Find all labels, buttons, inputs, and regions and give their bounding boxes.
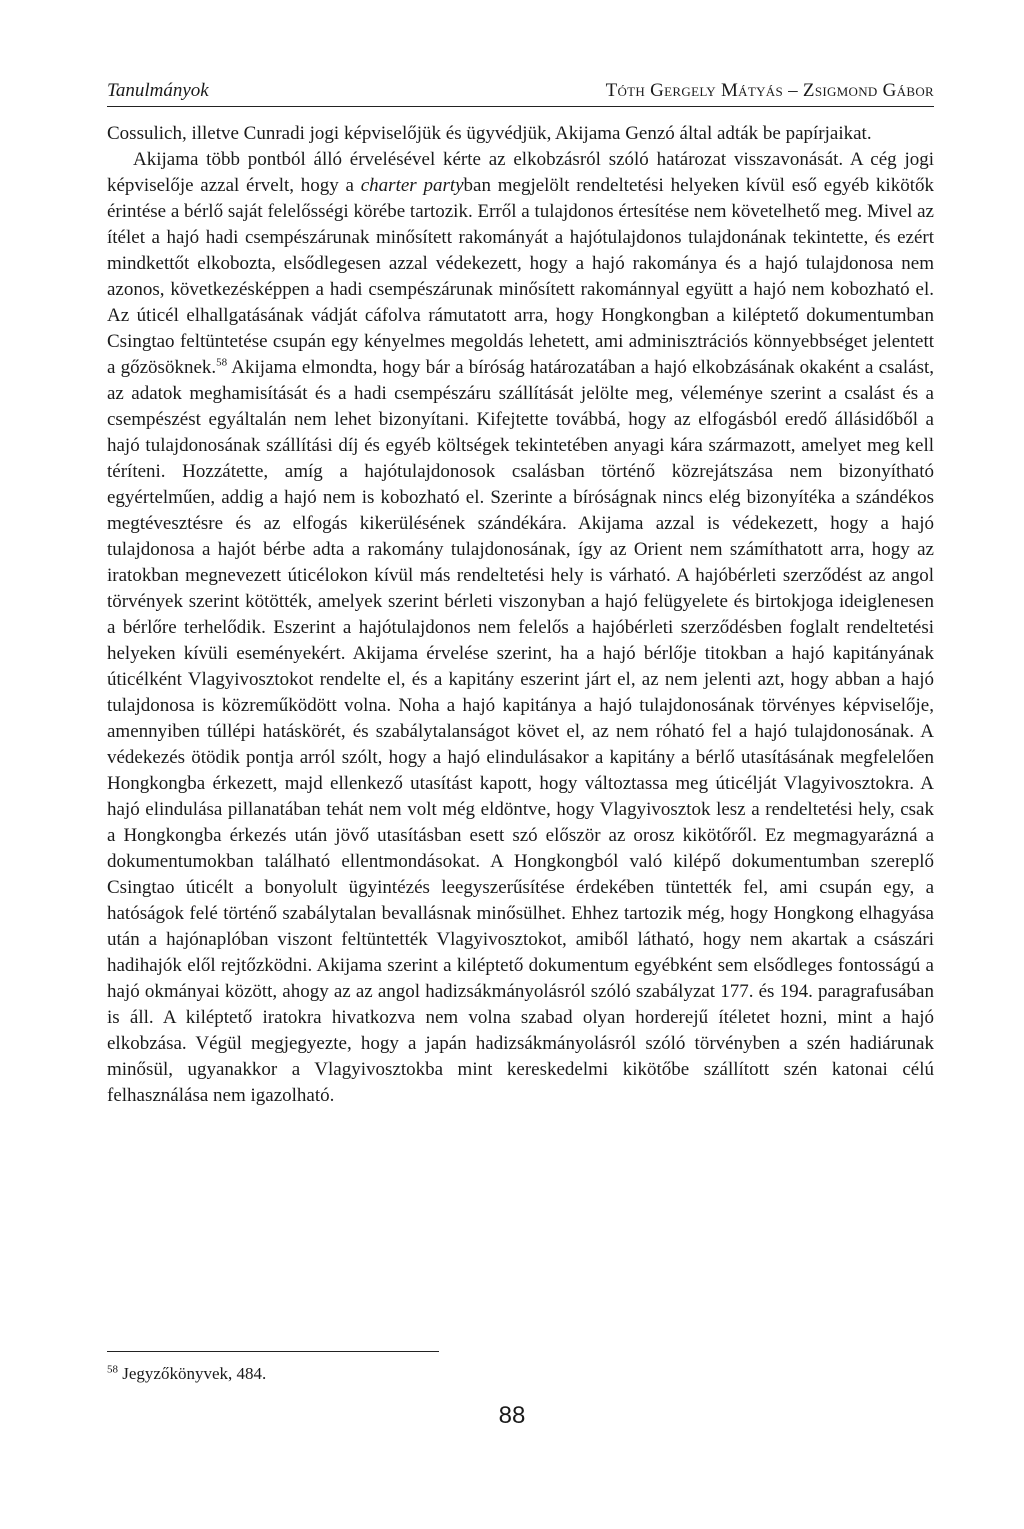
header-rule	[107, 106, 934, 107]
paragraph	[107, 121, 934, 147]
paragraph	[107, 147, 934, 1109]
footnote-text: Jegyzőkönyvek, 484.	[122, 1364, 267, 1383]
page-number: 88	[498, 1402, 526, 1429]
section-title: Tanulmányok	[107, 80, 209, 101]
text-segment: Akijama több pontból álló érvelésével kérte az elkobzásról szóló határozat visszavonását. A cég jogi képviselője azzal érvelt, hogy a	[107, 149, 934, 196]
footnote-rule	[107, 1351, 439, 1352]
running-header	[107, 80, 934, 102]
text-segment: ban megjelölt rendeltetési helyeken kívül eső egyéb kikötők érintése a bérlő saját felelősségi körébe tartozik. Erről a tulajdonos értesítése nem követelhető meg. Mivel az ítélet a hajó hadi csempészárunak minősített rakományát a hajótulajdonos tulajdonának tekintette, és ezért mindkettőt elkobozta, elsődlegesen azzal védekezett, hogy a hajó rakománya és a hajó tulajdonosa nem azonos, következésképpen a hadi csempészárunak minősített rakománnyal együtt a hajó nem kobozható el. Az úticél elhallgatásának vádját cáfolva rámutatott arra, hogy Hongkongban a kiléptető dokumentumban Csingtao feltüntetése csupán egy kényelmes megoldás lehetett, ami adminisztrációs könnyebbséget jelentett a gőzösöknek.	[107, 175, 934, 378]
text-segment: charter party	[360, 175, 464, 196]
body-text	[107, 121, 934, 1109]
footnote-reference: 58	[216, 356, 228, 369]
footnote-number: 58	[107, 1363, 118, 1376]
authors-header: Tóth Gergely Mátyás – Zsigmond Gábor	[605, 80, 934, 101]
text-segment: Akijama elmondta, hogy bár a bíróság határozatában a hajó elkobzásának okaként a csalást, az adatok meghamisítását és a hadi csempészáru szállítását jelölte meg, véleménye szerint a csalást és a csempészést egyáltalán nem lehet bizonyítani. Kifejtette továbbá, hogy az elfogásból eredő állásidőből a hajó tulajdonosának szállítási díj és egyéb költségek tekintetében anyagi kára származott, amelyet meg kell téríteni. Hozzátette, amíg a hajótulajdonosok csalásban történő közrejátszása nem bizonyítható egyértelműen, addig a hajó nem is kobozható el. Szerinte a bíróságnak nincs elég bizonyítéka a szándékos megtévesztésre és az elfogás kikerülésének szándékára. Akijama azzal is védekezett, hogy a hajó tulajdonosa a hajót bérbe adta a rakomány tulajdonosának, így az Orient nem számíthatott arra, hogy az iratokban megnevezett úticélokon kívül más rendeltetési hely is várható. A hajóbérleti szerződést az angol törvények szerint kötötték, amelyek szerint bérleti viszonyban a hajó felügyelete és birtokjoga ideiglenesen a bérlőre terhelődik. Eszerint a hajótulajdonos nem felelős a hajóbérleti szerződésben foglalt rendeltetési helyeken kívüli eseményekért. Akijama érvelése szerint, ha a hajó bérlője titokban a hajó kapitányának úticélként Vlagyivosztokot rendelte el, és a kapitány eszerint járt el, az nem jelenti azt, hogy abban a hajó tulajdonosa is közreműködött volna. Noha a hajó kapitánya a hajó tulajdonosának törvényes képviselője, amennyiben túllépi hatáskörét, és szabálytalanságot követ el, az nem róható fel a hajó tulajdonosának. A védekezés ötödik pontja arról szólt, hogy a hajó elindulásakor a kapitány a bérlő utasításának megfelelően Hongkongba érkezett, majd ellenkező utasítást kapott, hogy változtassa meg úticélját Vlagyivosztokra. A hajó elindulása pillanatában tehát nem volt még eldöntve, hogy Vlagyivosztok lesz a rendeltetési hely, csak a Hongkongba érkezés után jövő utasításban esett szó először az orosz kikötőről. Ez megmagyarázná a dokumentumokban található ellentmondásokat. A Hongkongból való kilépő dokumentumban szereplő Csingtao úticélt a bonyolult ügyintézés leegyszerűsítése érdekében tüntették fel, ami csupán egy, a hatóságok felé történő szabálytalan bevallásnak minősülhet. Ehhez tartozik még, hogy Hongkong elhagyása után a hajónaplóban viszont feltüntették Vlagyivosztokot, amiből látható, hogy nem akartak a császári hadihajók elől rejtőzködni. Akijama szerint a kiléptető dokumentum egyébként sem elsődleges fontosságú a hajó okmányai között, ahogy az az angol hadizsákmányolásról szóló szabályzat 177. és 194. paragrafusában is áll. A kiléptető iratokra hivatkozva nem volna szabad olyan horderejű ítéletet hozni, mint a hajó elkobzása. Végül megjegyezte, hogy a japán hadizsákmányolásról szóló törvényben a szén hadiárunak minősül, ugyanakkor a Vlagyivosztokba mint kereskedelmi kikötőbe szállított szén katonai célú felhasználása nem igazolható.	[107, 357, 934, 1106]
text-segment: Cossulich, illetve Cunradi jogi képviselőjük és ügyvédjük, Akijama Genzó által adták be papírjaikat.	[107, 123, 872, 144]
footnote	[107, 1363, 266, 1385]
